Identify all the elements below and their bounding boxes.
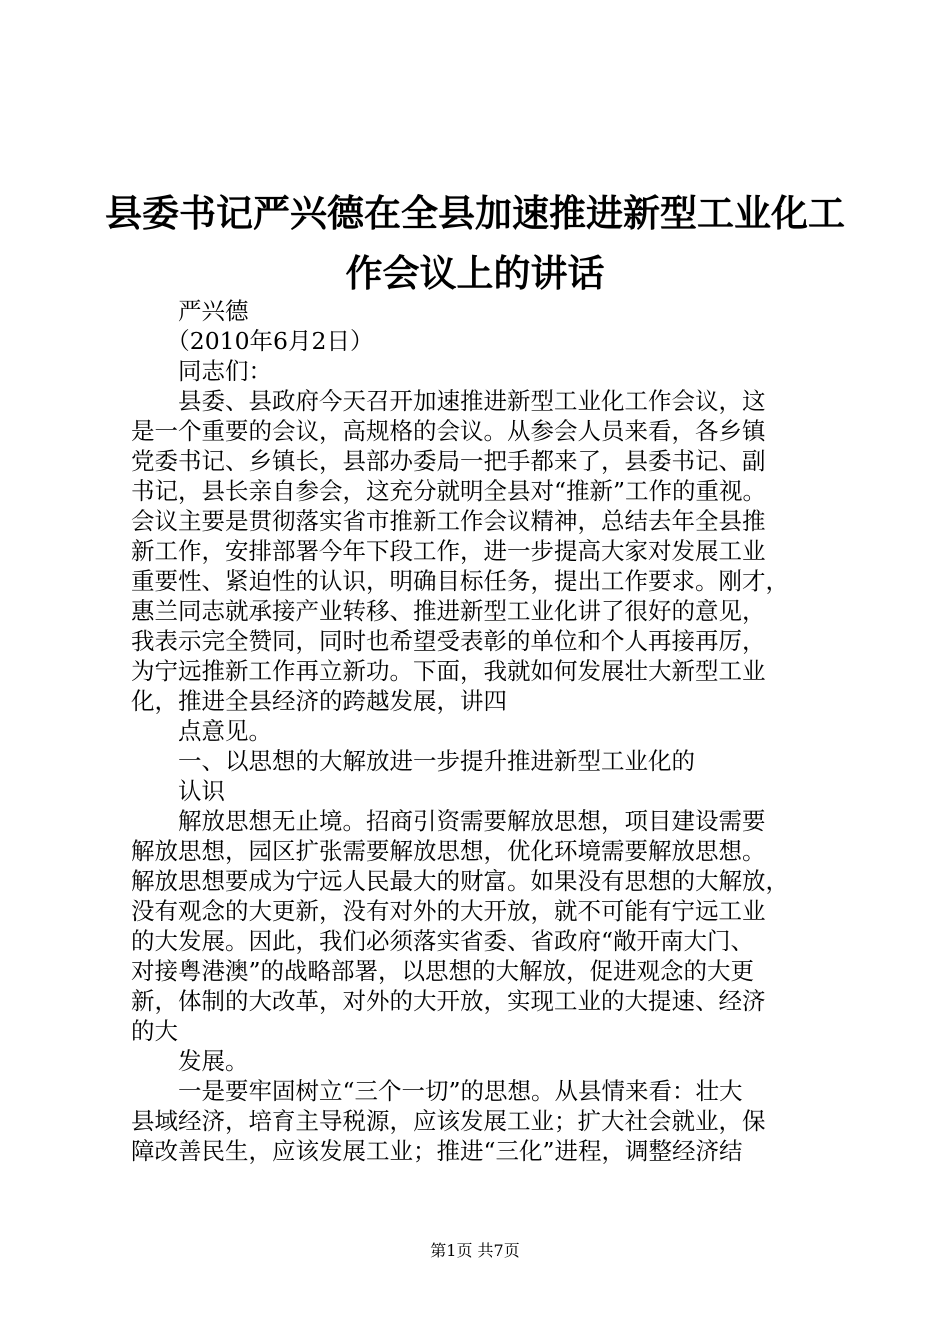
body-text-line: 解放思想，园区扩张需要解放思想，优化环境需要解放思想。 [131, 837, 766, 865]
body-text-line: 解放思想无止境。招商引资需要解放思想，项目建设需要 [131, 807, 766, 835]
body-text-line: 对接粤港澳”的战略部署，以思想的大解放，促进观念的大更 [131, 957, 755, 985]
body-text-line: 我表示完全赞同，同时也希望受表彰的单位和个人再接再厉， [131, 627, 766, 655]
body-text-line: 县域经济，培育主导税源，应该发展工业；扩大社会就业，保 [131, 1107, 766, 1135]
body-text-line: 县委、县政府今天召开加速推进新型工业化工作会议，这 [131, 387, 766, 415]
salutation-line: 同志们： [131, 357, 272, 385]
body-text-line: 党委书记、乡镇长，县部办委局一把手都来了，县委书记、副 [131, 447, 766, 475]
section-heading-line: 一、以思想的大解放进一步提升推进新型工业化的 [131, 747, 695, 775]
body-text-line: 点意见。 [131, 717, 272, 745]
document-title-line: 县委书记严兴德在全县加速推进新型工业化工 [105, 191, 845, 235]
body-text-line: 会议主要是贯彻落实省市推新工作会议精神，总结去年全县推 [131, 507, 766, 535]
document-title [90, 183, 860, 303]
body-text-line: 解放思想要成为宁远人民最大的财富。如果没有思想的大解放， [131, 867, 789, 895]
document-title-line: 作会议上的讲话 [345, 251, 605, 295]
body-text-line: 没有观念的大更新，没有对外的大开放，就不可能有宁远工业 [131, 897, 766, 925]
body-text-line: 书记，县长亲自参会，这充分就明全县对“推新”工作的重视。 [131, 477, 767, 505]
page-number-footer: 第1页 共7页 [430, 1241, 520, 1260]
body-text-line: 化，推进全县经济的跨越发展，讲四 [131, 687, 507, 715]
body-text-line: 的大 [131, 1017, 178, 1045]
body-text-line: 为宁远推新工作再立新功。下面，我就如何发展壮大新型工业 [131, 657, 766, 685]
body-text-line: 障改善民生，应该发展工业；推进“三化”进程，调整经济结 [131, 1137, 743, 1165]
body-text-line: 重要性、紧迫性的认识，明确目标任务，提出工作要求。刚才， [131, 567, 789, 595]
body-text-line: 是一个重要的会议，高规格的会议。从参会人员来看，各乡镇 [131, 417, 766, 445]
body-text-line: 发展。 [131, 1047, 249, 1075]
author-line: 严兴德 [131, 297, 249, 325]
body-text-line: 新工作，安排部署今年下段工作，进一步提高大家对发展工业 [131, 537, 766, 565]
date-line: （2010年6月2日） [131, 327, 374, 355]
body-text-line: 新，体制的大改革，对外的大开放，实现工业的大提速、经济 [131, 987, 766, 1015]
body-text-line: 的大发展。因此，我们必须落实省委、省政府“敞开南大门、 [131, 927, 755, 955]
section-heading-line: 认识 [131, 777, 225, 805]
body-text-line: 一是要牢固树立“三个一切”的思想。从县情来看：壮大 [131, 1077, 743, 1105]
body-text-line: 惠兰同志就承接产业转移、推进新型工业化讲了很好的意见， [131, 597, 766, 625]
